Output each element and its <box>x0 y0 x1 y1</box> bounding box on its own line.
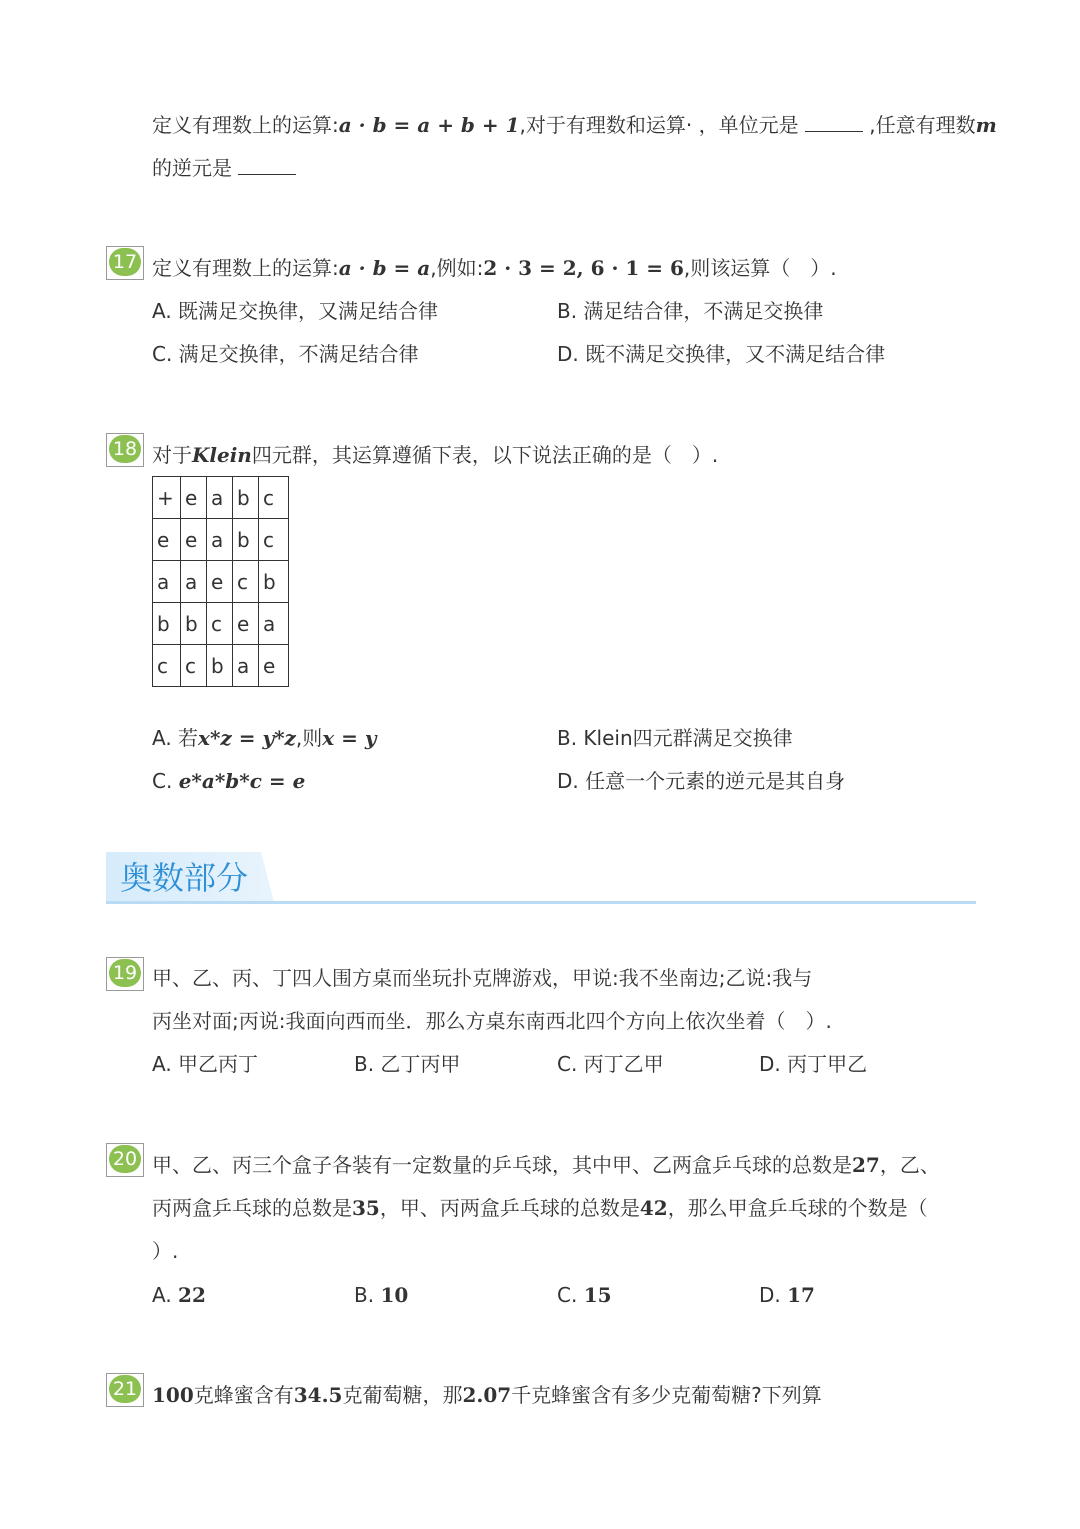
table-cell: b <box>259 561 289 603</box>
table-cell: a <box>207 477 233 519</box>
q18-option-c[interactable]: C. e*a*b*c = e <box>152 769 306 793</box>
table-cell: e <box>181 477 207 519</box>
question-number-badge: 20 <box>106 1143 144 1177</box>
table-cell: a <box>153 561 181 603</box>
table-cell: e <box>181 519 207 561</box>
q20-line3: ）. <box>152 1239 179 1263</box>
question-number-badge: 19 <box>106 957 144 991</box>
table-cell: a <box>233 645 259 687</box>
question-number-badge: 18 <box>106 433 144 467</box>
table-cell: b <box>181 603 207 645</box>
table-cell: c <box>259 519 289 561</box>
answer-blank[interactable] <box>238 156 296 175</box>
q19-line2: 丙坐对面;丙说:我面向西而坐．那么方桌东南西北四个方向上依次坐着（ ）. <box>152 1009 832 1033</box>
klein-operation-table <box>152 476 289 687</box>
table-cell: e <box>259 645 289 687</box>
q19-option-b[interactable]: B. 乙丁丙甲 <box>354 1052 461 1076</box>
question-number-badge: 17 <box>106 246 144 280</box>
q17-option-c[interactable]: C. 满足交换律，不满足结合律 <box>152 342 419 366</box>
table-cell: c <box>181 645 207 687</box>
q18-option-b[interactable]: B. Klein四元群满足交换律 <box>557 726 793 750</box>
table-cell: a <box>181 561 207 603</box>
q18-stem: 对于Klein四元群，其运算遵循下表，以下说法正确的是（ ）. <box>152 443 719 467</box>
q20-line1: 甲、乙、丙三个盒子各装有一定数量的乒乓球，其中甲、乙两盒乒乓球的总数是27，乙、 <box>152 1153 940 1177</box>
table-cell: c <box>207 603 233 645</box>
table-cell: a <box>259 603 289 645</box>
section-divider <box>106 901 976 904</box>
q16-line2: 的逆元是 <box>152 153 296 183</box>
q20-option-d[interactable]: D. 17 <box>759 1283 815 1307</box>
q17-option-a[interactable]: A. 既满足交换律，又满足结合律 <box>152 299 439 323</box>
table-cell: b <box>233 519 259 561</box>
q19-option-a[interactable]: A. 甲乙丙丁 <box>152 1052 259 1076</box>
q19-line1: 甲、乙、丙、丁四人围方桌而坐玩扑克牌游戏，甲说:我不坐南边;乙说:我与 <box>152 966 813 990</box>
table-cell: b <box>207 645 233 687</box>
table-cell: + <box>153 477 181 519</box>
question-number-badge: 21 <box>106 1373 144 1407</box>
q18-option-a[interactable]: A. 若x*z = y*z,则x = y <box>152 726 377 750</box>
q17-option-b[interactable]: B. 满足结合律，不满足交换律 <box>557 299 824 323</box>
section-title: 奥数部分 <box>120 859 249 897</box>
table-cell: e <box>207 561 233 603</box>
answer-blank[interactable] <box>805 113 863 132</box>
table-row <box>153 645 289 687</box>
q20-option-c[interactable]: C. 15 <box>557 1283 612 1307</box>
q16-line1: 定义有理数上的运算:a · b = a + b + 1,对于有理数和运算· ，单位元是 ,任意有理数m <box>152 113 997 137</box>
q17-stem: 定义有理数上的运算:a · b = a,例如:2 · 3 = 2, 6 · 1 = 6,则该运算（ ）. <box>152 256 837 280</box>
q20-line2: 丙两盒乒乓球的总数是35，甲、丙两盒乒乓球的总数是42，那么甲盒乒乓球的个数是（ <box>152 1196 928 1220</box>
table-cell: b <box>153 603 181 645</box>
q20-option-b[interactable]: B. 10 <box>354 1283 409 1307</box>
table-row <box>153 519 289 561</box>
table-cell: b <box>233 477 259 519</box>
q21-line1: 100克蜂蜜含有34.5克葡萄糖，那2.07千克蜂蜜含有多少克葡萄糖?下列算 <box>152 1383 822 1407</box>
table-row <box>153 477 289 519</box>
table-cell: e <box>153 519 181 561</box>
q19-option-c[interactable]: C. 丙丁乙甲 <box>557 1052 664 1076</box>
table-cell: e <box>233 603 259 645</box>
table-cell: a <box>207 519 233 561</box>
table-cell: c <box>259 477 289 519</box>
table-row <box>153 561 289 603</box>
table-cell: c <box>233 561 259 603</box>
q20-option-a[interactable]: A. 22 <box>152 1283 206 1307</box>
q17-option-d[interactable]: D. 既不满足交换律，又不满足结合律 <box>557 342 886 366</box>
table-row <box>153 603 289 645</box>
q19-option-d[interactable]: D. 丙丁甲乙 <box>759 1052 868 1076</box>
q18-option-d[interactable]: D. 任意一个元素的逆元是其自身 <box>557 769 846 793</box>
table-cell: c <box>153 645 181 687</box>
